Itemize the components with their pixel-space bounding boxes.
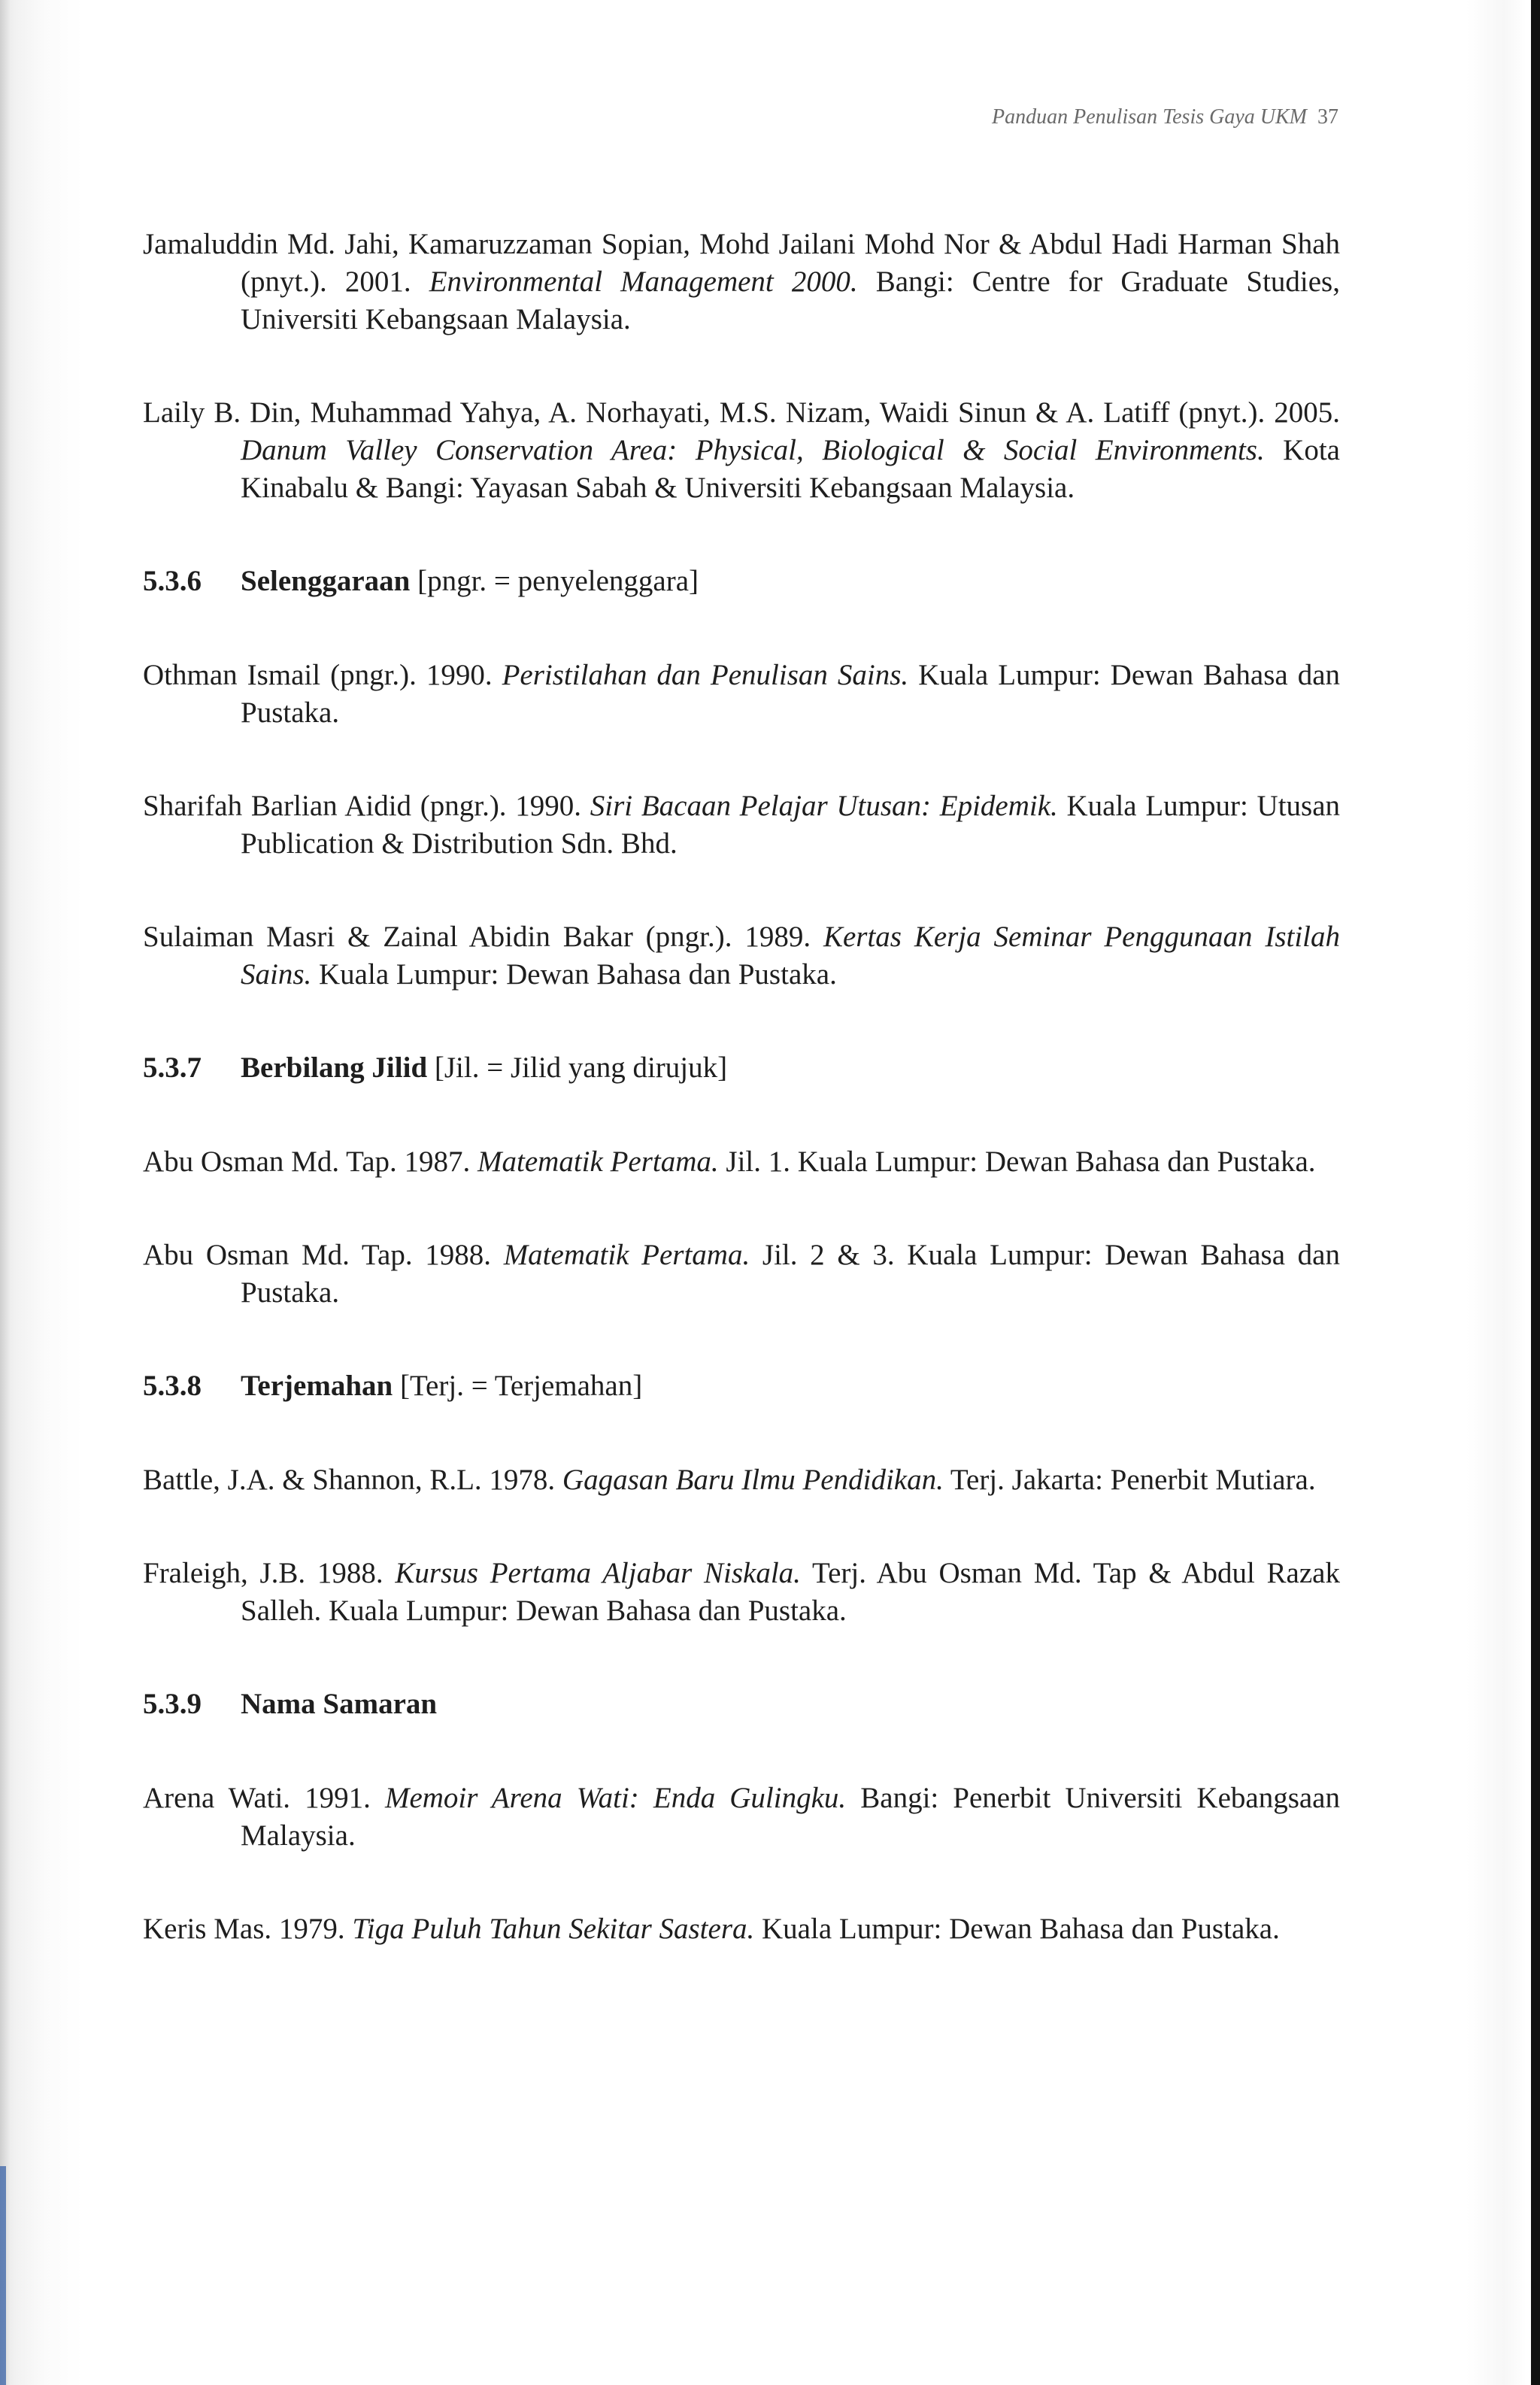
reference-text: Kuala Lumpur: Dewan Bahasa dan Pustaka. (311, 958, 837, 991)
reference-text: Battle, J.A. & Shannon, R.L. 1978. (143, 1464, 562, 1496)
section-number: 5.3.8 (143, 1370, 202, 1402)
section-number: 5.3.6 (143, 565, 202, 597)
section-number: 5.3.7 (143, 1051, 202, 1084)
reference-text: Sharifah Barlian Aidid (pngr.). 1990. (143, 790, 590, 822)
section-note: [Terj. = Terjemahan] (393, 1370, 643, 1402)
reference-text: Othman Ismail (pngr.). 1990. (143, 659, 502, 691)
reference-entry (143, 1780, 1340, 1855)
section-heading (143, 1367, 1340, 1405)
reference-title: Gagasan Baru Ilmu Pendidikan. (562, 1464, 944, 1496)
reference-text: Bangi: Centre for Graduate Studies, Universiti Kebangsaan Malaysia. (241, 266, 1340, 335)
running-head (895, 105, 1338, 129)
page-left-shadow (0, 0, 11, 2385)
reference-text: Arena Wati. 1991. (143, 1782, 385, 1814)
reference-title: Kertas Kerja Seminar Penggunaan Istilah Sains. (241, 921, 1341, 991)
section-note: [Jil. = Jilid yang dirujuk] (427, 1051, 728, 1084)
page-number: 37 (1317, 105, 1338, 129)
section-heading (143, 1049, 1340, 1087)
reference-text: Terj. Abu Osman Md. Tap & Abdul Razak Salleh. Kuala Lumpur: Dewan Bahasa dan Pustaka. (241, 1557, 1340, 1627)
section-note: [pngr. = penyelenggara] (410, 565, 699, 597)
section-heading (143, 563, 1340, 600)
reference-entry (143, 1555, 1340, 1630)
reference-text: Keris Mas. 1979. (143, 1913, 353, 1945)
reference-entry (143, 1461, 1340, 1499)
reference-text: Kota Kinabalu & Bangi: Yayasan Sabah & Universiti Kebangsaan Malaysia. (241, 434, 1340, 504)
page-right-edge (1531, 0, 1540, 2385)
reference-title: Matematik Pertama. (503, 1239, 750, 1271)
reference-title: Kursus Pertama Aljabar Niskala. (395, 1557, 801, 1589)
section-title: Terjemahan (241, 1370, 393, 1402)
reference-text: Jil. 1. Kuala Lumpur: Dewan Bahasa dan Pustaka. (718, 1145, 1316, 1178)
reference-text: Terj. Jakarta: Penerbit Mutiara. (943, 1464, 1316, 1496)
reference-text: Kuala Lumpur: Dewan Bahasa dan Pustaka. (241, 659, 1341, 729)
reference-text: Sulaiman Masri & Zainal Abidin Bakar (pngr.). 1989. (143, 921, 823, 953)
page-edge-accent (0, 2166, 6, 2385)
reference-entry (143, 918, 1340, 994)
reference-text: Fraleigh, J.B. 1988. (143, 1557, 396, 1589)
section-number: 5.3.9 (143, 1688, 202, 1720)
reference-title: Tiga Puluh Tahun Sekitar Sastera. (352, 1913, 755, 1945)
running-head-title: Panduan Penulisan Tesis Gaya UKM (992, 105, 1307, 129)
reference-text: Kuala Lumpur: Utusan Publication & Distribution Sdn. Bhd. (241, 790, 1341, 860)
reference-text: Bangi: Penerbit Universiti Kebangsaan Malaysia. (241, 1782, 1340, 1852)
reference-text: Abu Osman Md. Tap. 1987. (143, 1145, 478, 1178)
reference-entry (143, 787, 1340, 863)
reference-title: Memoir Arena Wati: Enda Gulingku. (384, 1782, 847, 1814)
section-title: Berbilang Jilid (241, 1051, 428, 1084)
reference-title: Danum Valley Conservation Area: Physical, Biological & Social Environments. (241, 434, 1265, 466)
reference-entry (143, 1236, 1340, 1312)
reference-text: Abu Osman Md. Tap. 1988. (143, 1239, 504, 1271)
reference-title: Peristilahan dan Penulisan Sains. (502, 659, 909, 691)
reference-list (143, 226, 1340, 2004)
reference-entry (143, 657, 1340, 732)
reference-text: Laily B. Din, Muhammad Yahya, A. Norhayati, M.S. Nizam, Waidi Sinun & A. Latiff (pnyt.). 2005. (143, 396, 1340, 429)
reference-entry (143, 1143, 1340, 1181)
reference-text: Jamaluddin Md. Jahi, Kamaruzzaman Sopian, Mohd Jailani Mohd Nor & Abdul Hadi Harman Shah (pnyt.). 2001. (143, 228, 1340, 298)
reference-text: Jil. 2 & 3. Kuala Lumpur: Dewan Bahasa dan Pustaka. (241, 1239, 1340, 1309)
reference-entry (143, 1910, 1340, 1948)
reference-text: Kuala Lumpur: Dewan Bahasa dan Pustaka. (754, 1913, 1280, 1945)
reference-entry (143, 226, 1340, 338)
section-heading (143, 1686, 1340, 1723)
section-title: Selenggaraan (241, 565, 411, 597)
reference-entry (143, 394, 1340, 507)
section-title: Nama Samaran (241, 1688, 438, 1720)
reference-title: Matematik Pertama. (477, 1145, 719, 1178)
reference-title: Environmental Management 2000. (429, 266, 858, 298)
reference-title: Siri Bacaan Pelajar Utusan: Epidemik. (590, 790, 1058, 822)
